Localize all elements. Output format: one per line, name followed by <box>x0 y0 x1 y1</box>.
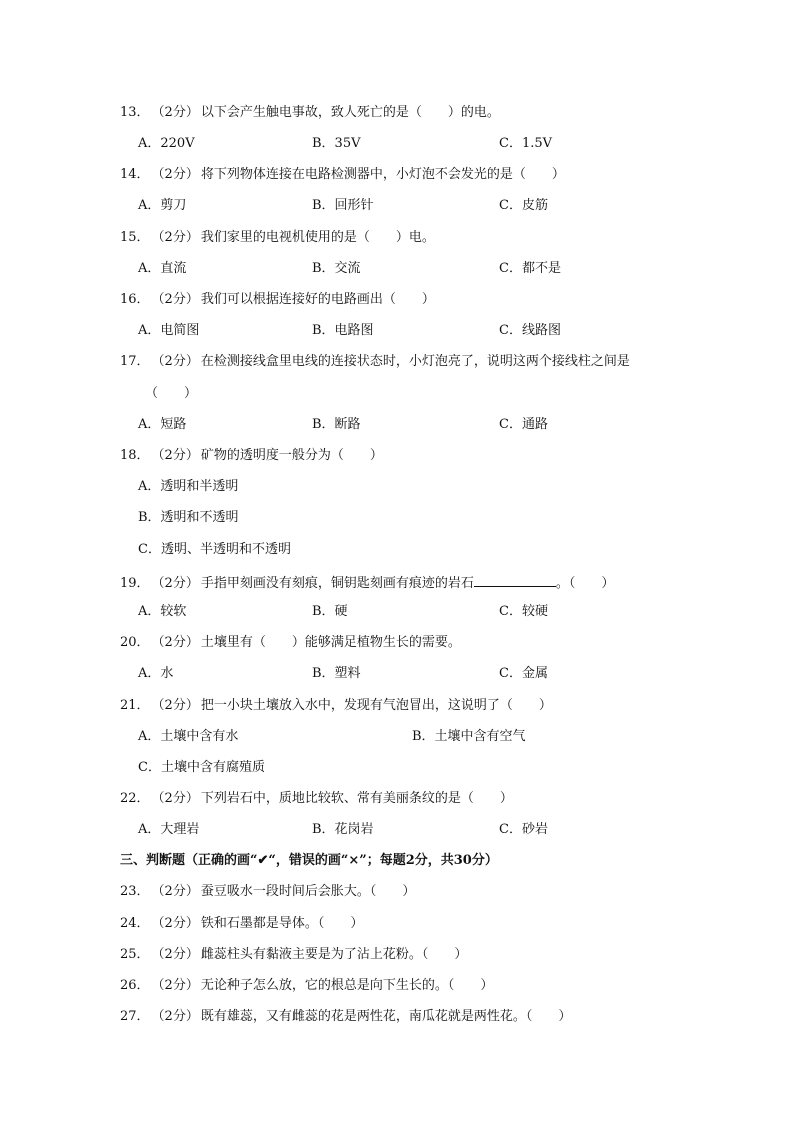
question-number: 20． <box>120 635 150 650</box>
section-heading: 三、判断题（正确的画“✔“，错误的画“×”；每题2分，共30分） <box>120 853 498 868</box>
question-points: （2分） <box>151 978 199 993</box>
option-b: B．塑料 <box>312 666 361 681</box>
question-points: （2分） <box>151 167 199 182</box>
question-number: 17． <box>120 354 150 369</box>
question-number: 16． <box>120 292 150 307</box>
option-c: C．皮筋 <box>499 198 548 213</box>
option-b: B．交流 <box>312 261 361 276</box>
question-stem: 矿物的透明度一般分为（ ） <box>200 448 383 463</box>
question-stem: 无论种子怎么放，它的根总是向下生长的。（ ） <box>200 978 494 993</box>
question-19 <box>120 572 614 593</box>
answer-blank[interactable] <box>474 572 556 587</box>
option-b: B．电路图 <box>312 323 374 338</box>
question-number: 23． <box>120 884 150 899</box>
question-number: 22． <box>120 791 150 806</box>
question-number: 15． <box>120 230 150 245</box>
question-points: （2分） <box>151 354 199 369</box>
question-stem: 土壤里有（ ）能够满足植物生长的需要。 <box>200 635 461 650</box>
question-stem-continuation: （ ） <box>145 386 198 401</box>
option-a: A．大理岩 <box>138 822 200 837</box>
question-17 <box>120 353 630 371</box>
option-b: B．回形针 <box>312 198 374 213</box>
question-13 <box>120 104 500 122</box>
question-number: 24． <box>120 916 150 931</box>
question-points: （2分） <box>151 635 199 650</box>
option-c: C．1.5V <box>499 136 553 151</box>
question-18 <box>120 447 383 465</box>
option-b: B．花岗岩 <box>312 822 374 837</box>
question-21 <box>120 697 552 715</box>
question-stem: 我们家里的电视机使用的是（ ）电。 <box>200 230 435 245</box>
question-points: （2分） <box>151 448 199 463</box>
option-a: A．短路 <box>138 417 187 432</box>
question-stem: 将下列物体连接在电路检测器中，小灯泡不会发光的是（ ） <box>200 167 565 182</box>
question-points: （2分） <box>151 884 199 899</box>
question-16 <box>120 291 435 309</box>
option-a: A．直流 <box>138 261 187 276</box>
question-points: （2分） <box>151 1009 199 1024</box>
question-number: 13． <box>120 105 150 120</box>
question-points: （2分） <box>151 791 199 806</box>
question-stem-tail: 。（ ） <box>555 576 615 591</box>
question-22 <box>120 790 513 808</box>
question-stem: 我们可以根据连接好的电路画出（ ） <box>200 292 435 307</box>
option-a: A．较软 <box>138 604 187 619</box>
option-c: C．金属 <box>499 666 548 681</box>
option-a: A．电简图 <box>138 323 200 338</box>
question-stem: 雌蕊柱头有黏液主要是为了沾上花粉。（ ） <box>200 947 468 962</box>
option-c: C．线路图 <box>499 323 561 338</box>
question-number: 19． <box>120 576 150 591</box>
question-points: （2分） <box>151 947 199 962</box>
question-number: 25． <box>120 947 150 962</box>
option-b: B．35V <box>312 136 361 151</box>
question-15 <box>120 229 435 247</box>
option-c: C．土壤中含有腐殖质 <box>138 760 265 775</box>
question-number: 18． <box>120 448 150 463</box>
question-points: （2分） <box>151 105 199 120</box>
option-b: B．土壤中含有空气 <box>412 729 526 744</box>
option-c: C．都不是 <box>499 261 561 276</box>
question-stem: 铁和石墨都是导体。（ ） <box>200 916 364 931</box>
question-points: （2分） <box>151 576 199 591</box>
question-number: 21． <box>120 698 150 713</box>
question-24 <box>120 915 363 933</box>
option-b: B．透明和不透明 <box>138 510 239 525</box>
option-a: A．水 <box>138 666 174 681</box>
question-14 <box>120 166 565 184</box>
option-b: B．硬 <box>312 604 348 619</box>
option-b: B．断路 <box>312 417 361 432</box>
question-stem: 在检测接线盒里电线的连接状态时，小灯泡亮了，说明这两个接线柱之间是 <box>200 354 630 369</box>
question-26 <box>120 977 493 995</box>
question-points: （2分） <box>151 230 199 245</box>
option-c: C．较硬 <box>499 604 548 619</box>
question-25 <box>120 946 467 964</box>
question-stem: 以下会产生触电事故，致人死亡的是（ ）的电。 <box>200 105 500 120</box>
question-stem: 把一小块土壤放入水中，发现有气泡冒出，这说明了（ ） <box>200 698 552 713</box>
question-20 <box>120 634 461 652</box>
question-number: 26． <box>120 978 150 993</box>
question-points: （2分） <box>151 698 199 713</box>
question-number: 14． <box>120 167 150 182</box>
question-points: （2分） <box>151 916 199 931</box>
question-stem: 既有雄蕊，又有雌蕊的花是两性花，南瓜花就是两性花。（ ） <box>200 1009 572 1024</box>
question-number: 27． <box>120 1009 150 1024</box>
question-stem: 下列岩石中，质地比较软、常有美丽条纹的是（ ） <box>200 791 513 806</box>
question-23 <box>120 883 415 901</box>
option-c: C．通路 <box>499 417 548 432</box>
option-c: C．透明、半透明和不透明 <box>138 542 291 557</box>
option-a: A．220V <box>138 136 195 151</box>
question-27 <box>120 1008 571 1026</box>
option-a: A．土壤中含有水 <box>138 729 239 744</box>
question-stem: 蚕豆吸水一段时间后会胀大。（ ） <box>200 884 416 899</box>
option-c: C．砂岩 <box>499 822 548 837</box>
option-a: A．剪刀 <box>138 198 187 213</box>
question-stem: 手指甲刻画没有刻痕，铜钥匙刻画有痕迹的岩石 <box>200 576 474 591</box>
question-points: （2分） <box>151 292 199 307</box>
option-a: A．透明和半透明 <box>138 479 239 494</box>
